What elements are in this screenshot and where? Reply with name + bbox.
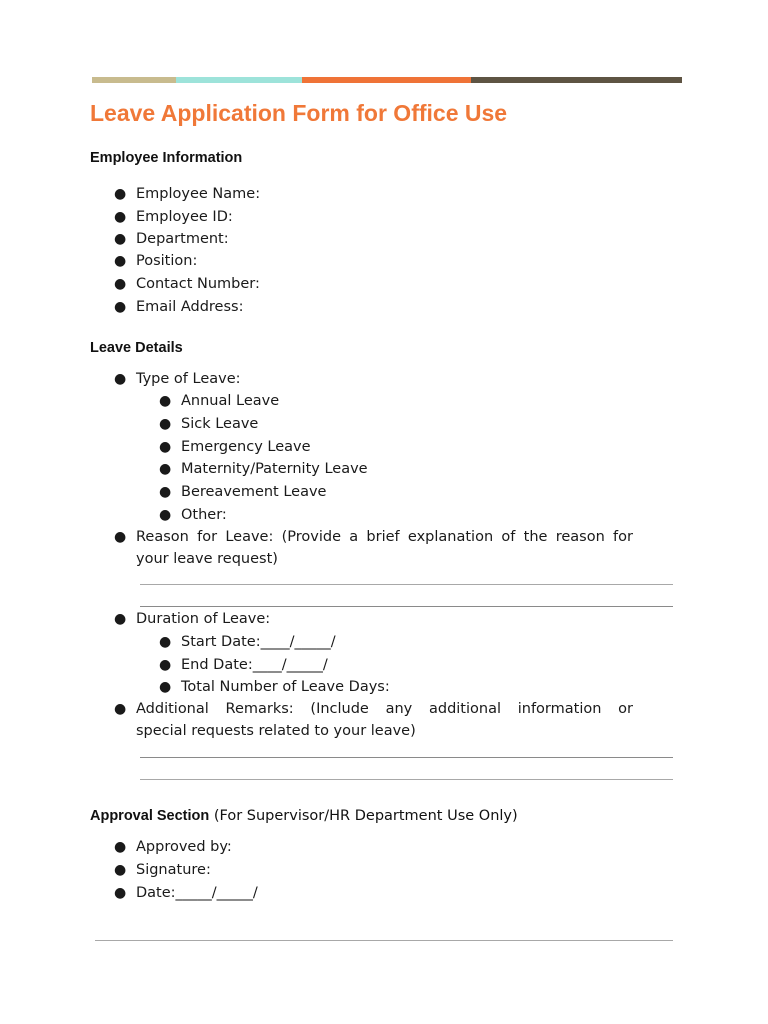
color-bar-segment-3 [302, 77, 471, 83]
bullet-icon: ● [159, 679, 172, 695]
leave-type-other: ● Other: [181, 504, 227, 526]
bullet-icon: ● [159, 439, 172, 455]
bullet-icon: ● [114, 701, 127, 717]
bullet-icon: ● [114, 299, 127, 315]
bullet-icon: ● [114, 231, 127, 247]
leave-type-emergency: ● Emergency Leave [181, 436, 311, 458]
bullet-icon: ● [114, 885, 127, 901]
email-address-item: ● Email Address: [136, 296, 243, 318]
reason-line-2[interactable] [140, 606, 673, 607]
bullet-icon: ● [159, 657, 172, 673]
leave-type-bereavement: ● Bereavement Leave [181, 481, 326, 503]
duration-item: ● Duration of Leave: [136, 608, 270, 630]
bullet-icon: ● [114, 209, 127, 225]
leave-type-sick: ● Sick Leave [181, 413, 258, 435]
bullet-icon: ● [114, 186, 127, 202]
bullet-icon: ● [159, 634, 172, 650]
remarks-line-2[interactable] [140, 779, 673, 780]
approval-note: (For Supervisor/HR Department Use Only) [209, 808, 518, 824]
bullet-icon: ● [114, 253, 127, 269]
bullet-icon: ● [114, 611, 127, 627]
department-item: ● Department: [136, 228, 229, 250]
employee-info-heading: Employee Information [90, 150, 243, 166]
end-date-item: ● End Date:____/_____/ [181, 654, 328, 676]
color-bar-segment-2 [176, 77, 302, 83]
leave-type-annual: ● Annual Leave [181, 390, 279, 412]
color-bar [92, 77, 682, 83]
bullet-icon: ● [114, 839, 127, 855]
footer-divider [95, 940, 673, 941]
employee-id-item: ● Employee ID: [136, 206, 233, 228]
signature-item: ● Signature: [136, 859, 211, 881]
approval-date-item: ● Date:_____/_____/ [136, 882, 258, 904]
bullet-icon: ● [114, 276, 127, 292]
bullet-icon: ● [114, 371, 127, 387]
bullet-icon: ● [159, 416, 172, 432]
approval-heading: Approval Section (For Supervisor/HR Department Use Only) [90, 808, 518, 824]
color-bar-segment-1 [92, 77, 176, 83]
bullet-icon: ● [159, 507, 172, 523]
leave-type-item: ● Type of Leave: [136, 368, 241, 390]
position-item: ● Position: [136, 250, 197, 272]
reason-line-1[interactable] [140, 584, 673, 585]
additional-remarks-item: ● Additional Remarks: (Include any additional information or special requests related to your leave) [136, 698, 633, 742]
employee-name-item: ● Employee Name: [136, 183, 260, 205]
form-title: Leave Application Form for Office Use [90, 100, 508, 126]
remarks-line-1[interactable] [140, 757, 673, 758]
leave-details-heading: Leave Details [90, 340, 183, 356]
bullet-icon: ● [159, 461, 172, 477]
leave-type-maternity-paternity: ● Maternity/Paternity Leave [181, 458, 368, 480]
start-date-item: ● Start Date:____/_____/ [181, 631, 336, 653]
bullet-icon: ● [114, 529, 127, 545]
bullet-icon: ● [159, 484, 172, 500]
color-bar-segment-4 [471, 77, 682, 83]
reason-for-leave-item: ● Reason for Leave: (Provide a brief explanation of the reason for your leave request) [136, 526, 633, 570]
bullet-icon: ● [114, 862, 127, 878]
approved-by-item: ● Approved by: [136, 836, 232, 858]
bullet-icon: ● [159, 393, 172, 409]
contact-number-item: ● Contact Number: [136, 273, 260, 295]
total-days-item: ● Total Number of Leave Days: [181, 676, 390, 698]
